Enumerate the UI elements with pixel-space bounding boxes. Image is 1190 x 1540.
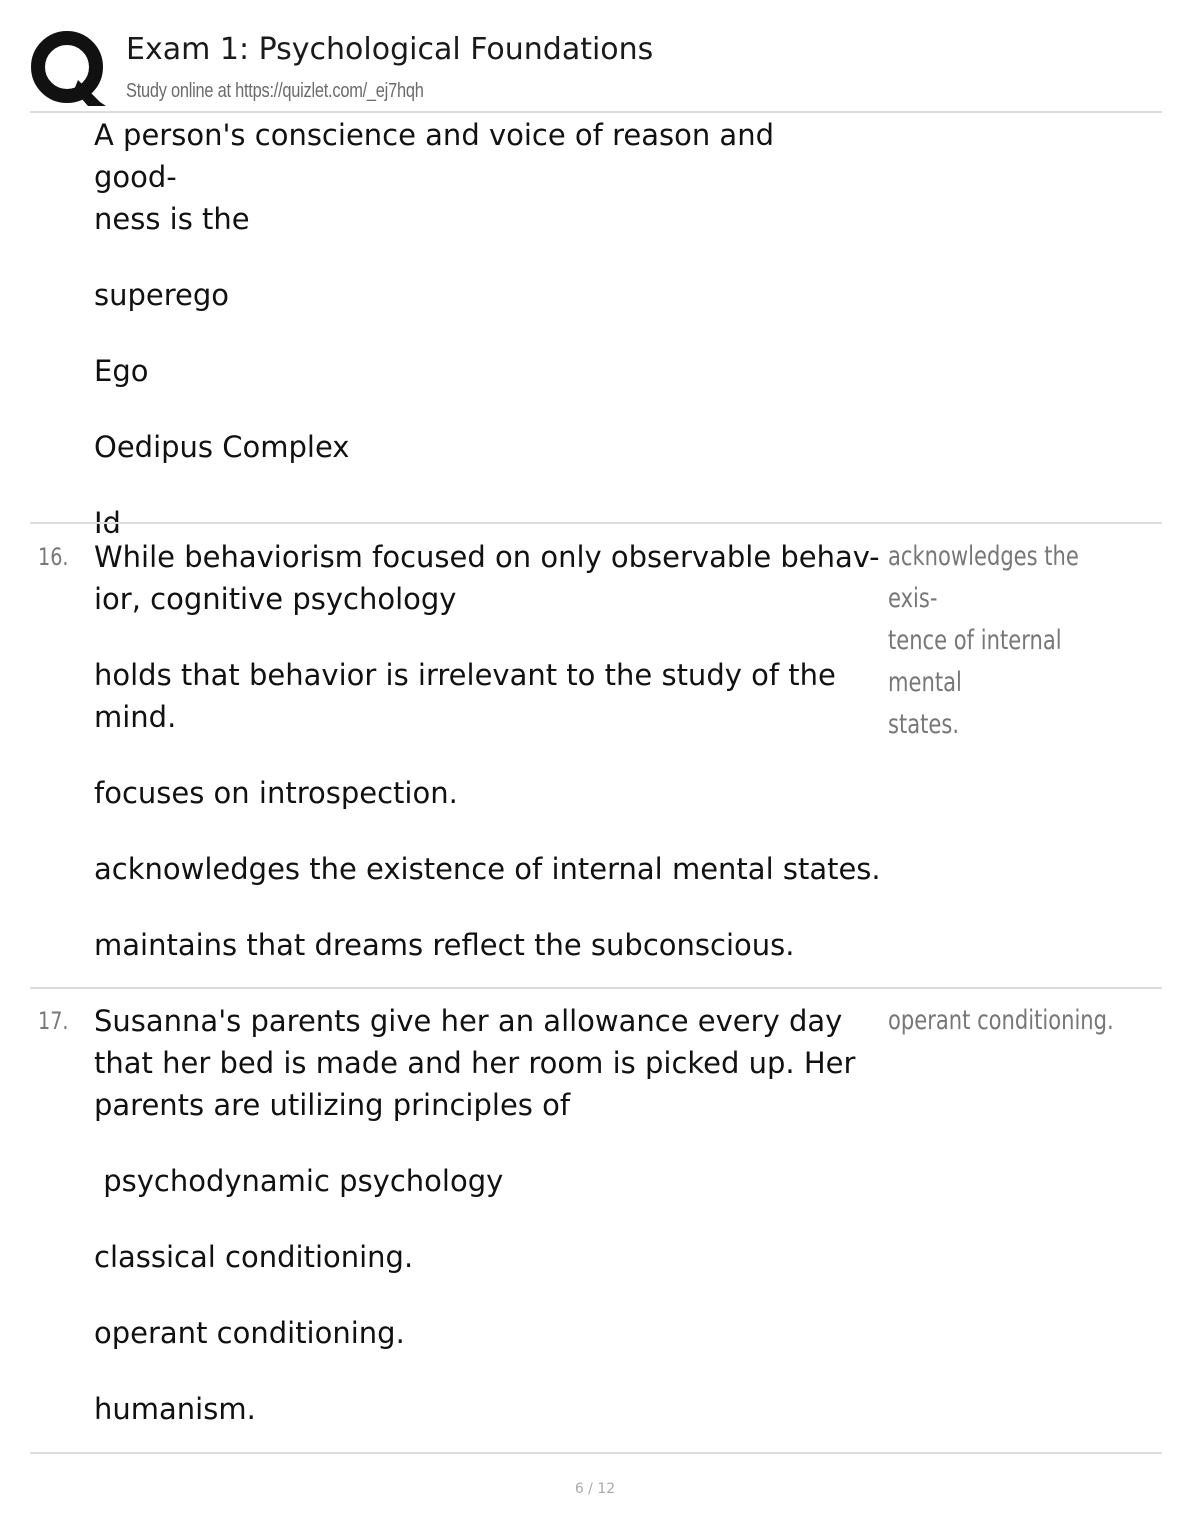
card-divider: [30, 987, 1162, 989]
quizlet-q-logo-icon: [30, 30, 108, 108]
option: holds that behavior is irrelevant to the study of the mind.: [94, 658, 836, 734]
option: operant conditioning.: [94, 1316, 405, 1350]
study-url-subtitle: Study online at https://quizlet.com/_ej7hqh: [126, 80, 424, 102]
option: superego: [94, 278, 230, 312]
option: psychodynamic psychology: [94, 1164, 504, 1198]
question-block: [94, 1000, 884, 1464]
option: humanism.: [94, 1392, 256, 1426]
page-number: 6 / 12: [574, 1481, 616, 1497]
card-divider: [30, 522, 1162, 524]
option: classical conditioning.: [94, 1240, 414, 1274]
option: Ego: [94, 354, 149, 388]
header-divider: [30, 111, 1162, 113]
card-divider: [30, 1452, 1162, 1454]
card-number: 16.: [38, 543, 69, 571]
question-block: [94, 114, 884, 578]
option: maintains that dreams reflect the subconscious.: [94, 928, 795, 962]
question-text: While behaviorism focused on only observable behav- ior, cognitive psychology: [94, 540, 880, 616]
option: acknowledges the existence of internal mental states.: [94, 852, 881, 886]
question-text: Susanna's parents give her an allowance every day that her bed is made and her room is picked up. Her parents are utilizing principles of: [94, 1004, 856, 1122]
option: focuses on introspection.: [94, 776, 458, 810]
question-block: [94, 536, 884, 1000]
answer-text: operant conditioning.: [888, 1005, 1114, 1036]
question-text: A person's conscience and voice of reason and good- ness is the: [94, 118, 774, 236]
option: Oedipus Complex: [94, 430, 350, 464]
option: Id: [94, 506, 121, 540]
card-number: 17.: [38, 1007, 69, 1035]
answer-text: acknowledges the exis- tence of internal mental states.: [888, 541, 1079, 740]
page-title: Exam 1: Psychological Foundations: [126, 32, 654, 67]
